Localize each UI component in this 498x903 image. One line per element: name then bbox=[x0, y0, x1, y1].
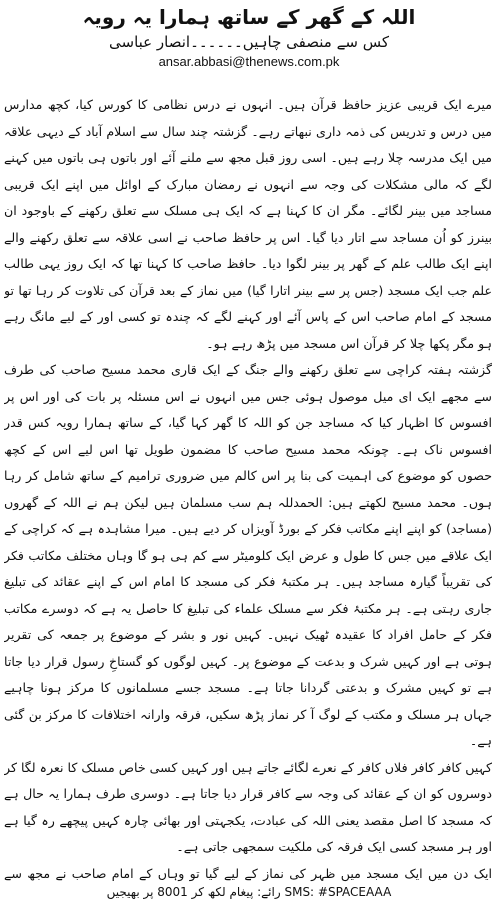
paragraph: کہیں کافر کافر فلاں کافر کے نعرے لگائے جاتے ہیں اور کہیں کسی خاص مسلک کا نعرہ لگا کر دوسروں کو ان کے عقائد کی وجہ سے کافر قرار دیا جاتا ہے۔ دوسری طرف ہمارا یہ حال ہے کہ مسجد کا اصل مقصد یعنی اللہ کی عبادت، یکجہتی اور بھائی چارہ کہیں پیچھے رہ گیا ہے اور ہر مسجد کسی ایک فرقہ کی ملکیت سمجھی جاتی ہے۔ bbox=[4, 759, 492, 854]
column-byline: کس سے منصفی چاہیں۔۔۔۔۔۔انصار عباسی bbox=[109, 33, 389, 51]
paragraph: ایک دن میں ایک مسجد میں ظہر کی نماز کے لیے گیا تو وہاں کے امام صاحب نے مجھ سے bbox=[4, 865, 492, 881]
sms-feedback-note: SMS: #SPACEAAA رائے: پیغام لکھ کر 8001 پر بھیجیں bbox=[106, 885, 392, 899]
article-body bbox=[4, 92, 492, 892]
paragraph: گزشتہ ہفتہ کراچی سے تعلق رکھنے والے جنگ کے ایک قاری محمد مسیح صاحب کی طرف سے مجھے ایک ای میل موصول ہوئی جس میں انہوں نے اس مسئلہ پر بات کی اور اس پر افسوس کا اظہار کیا کہ مساجد جن کو اللہ کا گھر کہا گیا، کے ساتھ ہمارا رویہ کس قدر افسوس ناک ہے۔ چونکہ محمد مسیح صاحب کا مضمون طویل تھا اس لیے اس کے کچھ حصوں کو موضوع کی اہمیت کی بنا پر اس کالم میں ضروری ترامیم کے ساتھ شامل کر رہا ہوں۔ محمد مسیح لکھتے ہیں: الحمدللہ ہم سب مسلمان ہیں لیکن ہم نے اللہ کے گھروں (مساجد) کو اپنے اپنے مکاتب فکر کے بورڈ آویزاں کر دیے ہیں۔ میرا مشاہدہ ہے کہ کراچی کے ایک علاقے میں جس کا طول و عرض ایک کلومیٹر سے کم ہی ہو گا وہاں مختلف مکاتب فکر کی تقریباً گیارہ مساجد ہیں۔ ہر مکتبۂ فکر کی مسجد کا امام اس کے اپنے عقائد کی تبلیغ جاری رہتی ہے۔ ہر مکتبۂ فکر سے مسلک علماء کی تبلیغ کا حاصل یہ ہے کہ دوسرے مکاتب فکر کے حامل افراد کا عقیدہ ٹھیک نہیں۔ کہیں نور و بشر کے موضوع پر جمعہ کی تقریر ہوتی ہے اور کہیں شرک و بدعت کے موضوع پر۔ کہیں لوگوں کو گستاخِ رسول قرار دیا جاتا ہے تو کہیں مشرک و بدعتی گردانا جاتا ہے۔ مسجد جسے مسلمانوں کا مرکز ہونا چاہیے جہاں ہر مسلک و مکتب کے لوگ آ کر نماز پڑھ سکیں، فرقہ وارانہ اختلافات کا مرکز بن گئی ہے۔ bbox=[4, 362, 492, 748]
article-title: اللہ کے گھر کے ساتھ ہمارا یہ رویہ bbox=[82, 5, 416, 29]
article-header bbox=[0, 0, 498, 70]
paragraph: میرے ایک قریبی عزیز حافظ قرآن ہیں۔ انہوں نے درس نظامی کا کورس کیا، کچھ مدارس میں درس و تدریس کی ذمہ داری نبھاتے رہے۔ گزشتہ چند سال سے اسلام آباد کے دیہی علاقہ میں ایک مدرسہ چلا رہے ہیں۔ اسی روز قبل مجھ سے ملنے آئے اور باتوں ہی باتوں میں کہنے لگے کہ مالی مشکلات کی وجہ سے انہوں نے رمضان مبارک کے اوائل میں اپنے ایک قریبی مساجد میں بینر لگائے۔ مگر ان کا کہنا ہے کہ ایک ہی مسلک سے تعلق رکھنے کے باوجود ان بینرز کو اُن مساجد سے اتار دیا گیا۔ اس پر حافظ صاحب نے اسی علاقہ سے تعلق رکھنے والے اپنے ایک طالب علم کے گھر پر بینر لگوا دیا۔ حافظ صاحب کا کہنا تھا کہ ایک روز یہی طالب علم جب ایک مسجد (جس پر سے بینر اتارا گیا) میں نماز کے بعد قرآن کی تلاوت کر رہا تھا تو مسجد کے امام صاحب اس کے پاس آئے اور کہنے لگے کہ چندہ تو کسی اور کے لیے مانگ رہے ہو مگر پکھا چلا کر قرآن اس مسجد میں پڑھ رہے ہو۔ bbox=[4, 97, 492, 351]
author-email[interactable]: ansar.abbasi@thenews.com.pk bbox=[158, 54, 340, 69]
